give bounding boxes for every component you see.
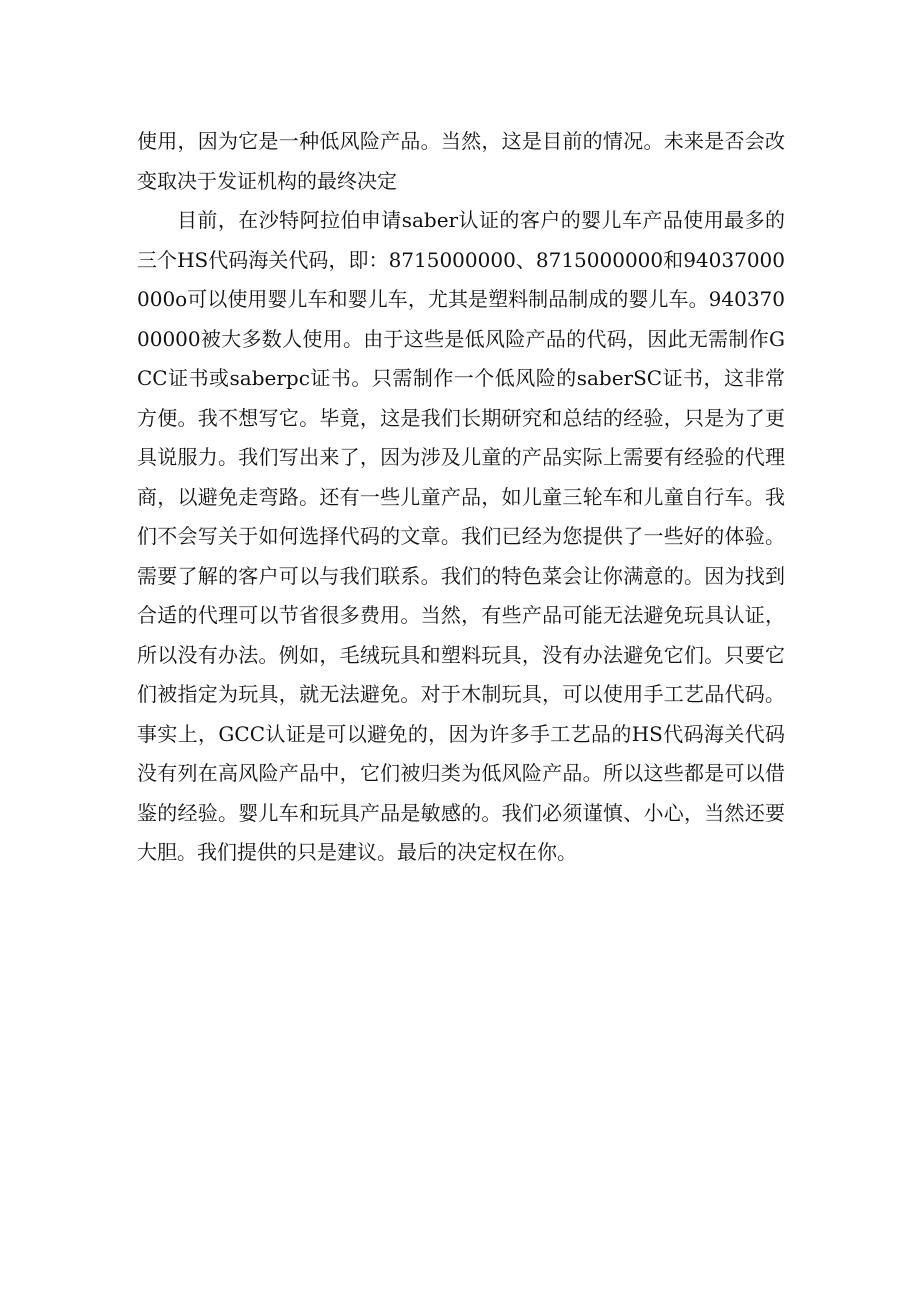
body-text	[137, 122, 785, 873]
paragraph-main: 目前，在沙特阿拉伯申请saber认证的客户的婴儿车产品使用最多的三个HS代码海关代码，即：8715000000、8715000000和94037000000o可以使用婴儿车和婴儿车，尤其是塑料制品制成的婴儿车。94037000000被大多数人使用。由于这些是低风险产品的代码，因此无需制作GCC证书或saberpc证书。只需制作一个低风险的saberSC证书，这非常方便。我不想写它。毕竟，这是我们长期研究和总结的经验，只是为了更具说服力。我们写出来了，因为涉及儿童的产品实际上需要有经验的代理商，以避免走弯路。还有一些儿童产品，如儿童三轮车和儿童自行车。我们不会写关于如何选择代码的文章。我们已经为您提供了一些好的体验。需要了解的客户可以与我们联系。我们的特色菜会让你满意的。因为找到合适的代理可以节省很多费用。当然，有些产品可能无法避免玩具认证，所以没有办法。例如，毛绒玩具和塑料玩具，没有办法避免它们。只要它们被指定为玩具，就无法避免。对于木制玩具，可以使用手工艺品代码。事实上，GCC认证是可以避免的，因为许多手工艺品的HS代码海关代码没有列在高风险产品中，它们被归类为低风险产品。所以这些都是可以借鉴的经验。婴儿车和玩具产品是敏感的。我们必须谨慎、小心，当然还要大胆。我们提供的只是建议。最后的决定权在你。	[137, 208, 785, 864]
paragraph-continuation: 使用，因为它是一种低风险产品。当然，这是目前的情况。未来是否会改变取决于发证机构的最终决定	[137, 129, 785, 193]
